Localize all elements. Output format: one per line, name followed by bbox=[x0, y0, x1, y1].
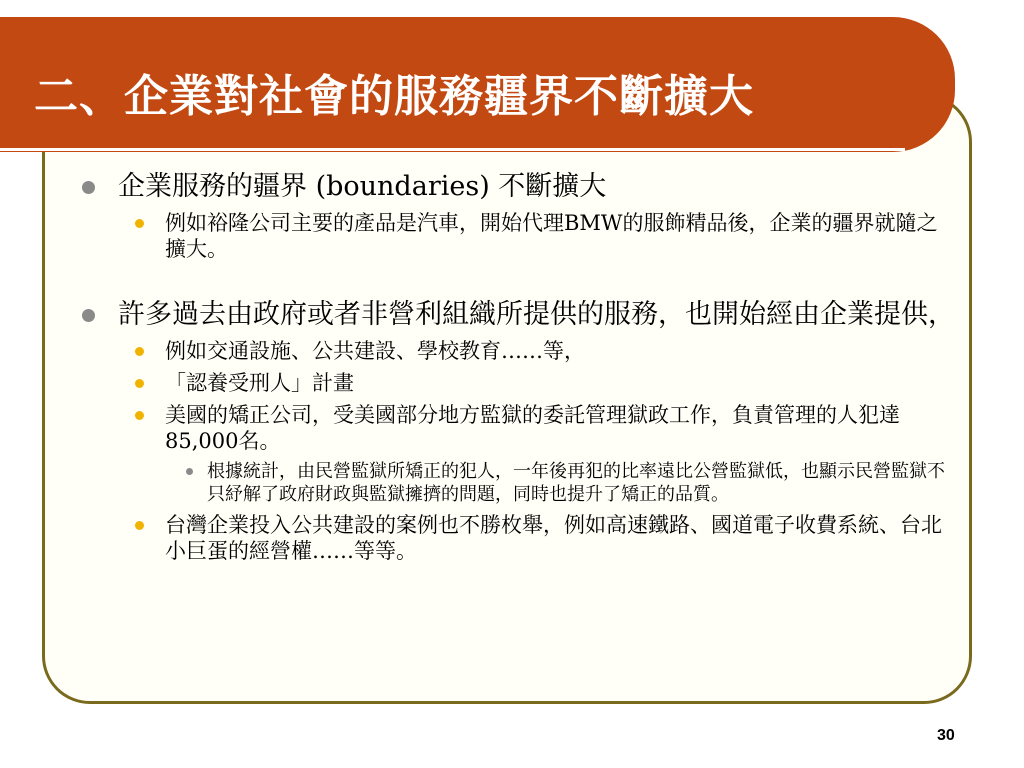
bullet-list bbox=[78, 170, 958, 570]
title-underline bbox=[0, 148, 905, 151]
sub-sub-bullet-dot-icon bbox=[186, 468, 193, 475]
sub-bullet-text: 美國的矯正公司，受美國部分地方監獄的委託管理獄政工作，負責管理的人犯達85,000名。 bbox=[165, 403, 900, 453]
sub-bullet-dot-icon bbox=[135, 521, 144, 530]
sub-sub-bullet-text: 根據統計，由民營監獄所矯正的犯人，一年後再犯的比率遠比公營監獄低，也顯示民營監獄不只紓解了政府財政與監獄擁擠的問題，同時也提升了矯正的品質。 bbox=[207, 461, 945, 505]
sub-bullet-item bbox=[78, 210, 958, 262]
bullet-dot-icon bbox=[82, 181, 95, 194]
sub-bullet-item bbox=[78, 338, 958, 364]
bullet-dot-icon bbox=[82, 309, 95, 322]
sub-bullet-text: 「認養受刑人」計畫 bbox=[165, 371, 354, 395]
bullet-text: 許多過去由政府或者非營利組織所提供的服務，也開始經由企業提供， bbox=[118, 299, 955, 330]
bullet-item bbox=[78, 170, 958, 204]
sub-bullet-text: 例如裕隆公司主要的產品是汽車，開始代理BMW的服飾精品後，企業的疆界就隨之擴大。 bbox=[165, 211, 938, 261]
bullet-text: 企業服務的疆界 (boundaries) 不斷擴大 bbox=[118, 171, 607, 202]
sub-bullet-item bbox=[78, 370, 958, 396]
sub-bullet-text: 台灣企業投入公共建設的案例也不勝枚舉，例如高速鐵路、國道電子收費系統、台北小巨蛋的經營權……等等。 bbox=[165, 513, 942, 563]
page-number: 30 bbox=[937, 727, 955, 744]
sub-bullet-item bbox=[78, 512, 958, 564]
slide-title: 二、企業對社會的服務疆界不斷擴大 bbox=[34, 71, 754, 122]
title-bar bbox=[0, 17, 955, 152]
sub-bullet-dot-icon bbox=[135, 379, 144, 388]
bullet-item bbox=[78, 298, 958, 332]
sub-bullet-text: 例如交通設施、公共建設、學校教育……等， bbox=[165, 339, 585, 363]
sub-sub-bullet-item bbox=[78, 460, 958, 506]
sub-bullet-dot-icon bbox=[135, 219, 144, 228]
sub-bullet-item bbox=[78, 402, 958, 454]
sub-bullet-dot-icon bbox=[135, 347, 144, 356]
sub-bullet-dot-icon bbox=[135, 411, 144, 420]
